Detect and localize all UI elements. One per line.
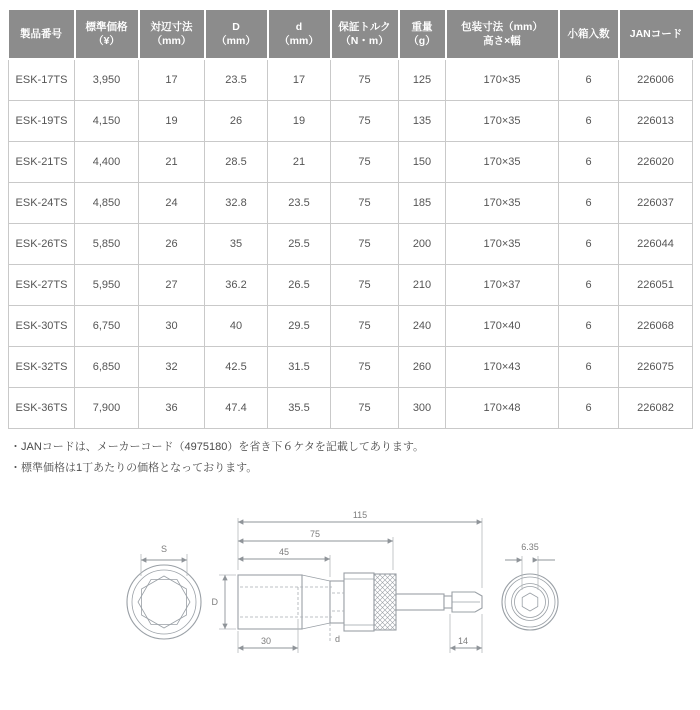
table-cell: 226044 (619, 224, 693, 265)
col-header-torque: 保証トルク （N・m） (331, 10, 399, 59)
table-cell: 170×35 (446, 183, 559, 224)
table-cell: 17 (268, 59, 331, 101)
table-cell: 75 (331, 183, 399, 224)
table-cell: 226051 (619, 265, 693, 306)
table-cell: 32.8 (205, 183, 268, 224)
table-cell: 185 (399, 183, 446, 224)
table-cell: 6 (559, 183, 619, 224)
table-cell: 6,750 (75, 306, 139, 347)
col-header-box-qty: 小箱入数 (559, 10, 619, 59)
table-cell: 170×37 (446, 265, 559, 306)
table-cell: 6 (559, 224, 619, 265)
table-cell: 21 (268, 142, 331, 183)
table-cell: 24 (139, 183, 205, 224)
table-cell: 170×35 (446, 101, 559, 142)
table-cell: 6 (559, 59, 619, 101)
table-cell: ESK-17TS (9, 59, 75, 101)
footnote-price: ・標準価格は1丁あたりの価格となっております。 (10, 461, 258, 474)
table-cell: ESK-30TS (9, 306, 75, 347)
table-cell: 4,400 (75, 142, 139, 183)
table-cell: 170×35 (446, 224, 559, 265)
table-cell: 226068 (619, 306, 693, 347)
table-cell: 170×43 (446, 347, 559, 388)
dim-label-D: D (211, 597, 218, 607)
table-cell: 5,850 (75, 224, 139, 265)
table-cell: 36.2 (205, 265, 268, 306)
table-cell: 75 (331, 142, 399, 183)
col-header-product-no: 製品番号 (9, 10, 75, 59)
table-cell: ESK-21TS (9, 142, 75, 183)
table-cell: 150 (399, 142, 446, 183)
footnote-jan: ・JANコードは、メーカーコード（4975180）を省き下６ケタを記載してあります。 (10, 441, 424, 453)
table-cell: 35.5 (268, 388, 331, 429)
dim-label-45: 45 (278, 547, 290, 557)
table-cell: 210 (399, 265, 446, 306)
table-cell: 4,150 (75, 101, 139, 142)
table-cell: 19 (268, 101, 331, 142)
table-cell: 27 (139, 265, 205, 306)
table-cell: 75 (331, 306, 399, 347)
table-cell: 75 (331, 224, 399, 265)
table-cell: ESK-32TS (9, 347, 75, 388)
table-cell: 170×48 (446, 388, 559, 429)
table-cell: 170×35 (446, 142, 559, 183)
table-row (9, 183, 693, 224)
table-cell: 125 (399, 59, 446, 101)
table-cell: 300 (399, 388, 446, 429)
dim-label-hex: 6.35 (521, 542, 539, 552)
table-cell: 6 (559, 265, 619, 306)
dimension-drawing (0, 490, 700, 702)
col-header-package-size: 包装寸法（mm） 高さ×幅 (446, 10, 559, 59)
table-cell: 47.4 (205, 388, 268, 429)
table-cell: ESK-24TS (9, 183, 75, 224)
table-row (9, 306, 693, 347)
table-cell: ESK-26TS (9, 224, 75, 265)
table-header (9, 10, 693, 59)
table-cell: 36 (139, 388, 205, 429)
table-cell: 25.5 (268, 224, 331, 265)
table-cell: 226013 (619, 101, 693, 142)
table-cell: 19 (139, 101, 205, 142)
table-cell: 6,850 (75, 347, 139, 388)
dim-label-75: 75 (309, 529, 321, 539)
table-cell: 26.5 (268, 265, 331, 306)
table-row (9, 224, 693, 265)
dim-label-total-length: 115 (352, 510, 368, 520)
dim-label-14: 14 (457, 636, 469, 646)
table-cell: 75 (331, 101, 399, 142)
front-view-socket (127, 544, 201, 639)
col-header-d: d （mm） (268, 10, 331, 59)
table-cell: 170×35 (446, 59, 559, 101)
table-row (9, 347, 693, 388)
table-cell: 42.5 (205, 347, 268, 388)
table-cell: 6 (559, 388, 619, 429)
table-cell: 226037 (619, 183, 693, 224)
table-cell: 75 (331, 388, 399, 429)
col-header-D: D （mm） (205, 10, 268, 59)
end-view-shank (502, 542, 558, 630)
table-cell: 26 (205, 101, 268, 142)
table-cell: 32 (139, 347, 205, 388)
footnotes (10, 439, 700, 476)
header-row (9, 10, 693, 59)
table-cell: 226020 (619, 142, 693, 183)
table-cell: 226082 (619, 388, 693, 429)
table-cell: 135 (399, 101, 446, 142)
table-cell: 200 (399, 224, 446, 265)
table-cell: 23.5 (268, 183, 331, 224)
table-cell: 6 (559, 347, 619, 388)
table-cell: ESK-36TS (9, 388, 75, 429)
table-cell: 21 (139, 142, 205, 183)
table-row (9, 101, 693, 142)
table-cell: 35 (205, 224, 268, 265)
table-cell: 240 (399, 306, 446, 347)
table-cell: 3,950 (75, 59, 139, 101)
table-cell: 29.5 (268, 306, 331, 347)
table-cell: 31.5 (268, 347, 331, 388)
table-cell: 226006 (619, 59, 693, 101)
table-cell: ESK-27TS (9, 265, 75, 306)
table-cell: 6 (559, 306, 619, 347)
table-cell: ESK-19TS (9, 101, 75, 142)
table-cell: 4,850 (75, 183, 139, 224)
table-cell: 75 (331, 59, 399, 101)
col-header-price: 標準価格 （¥） (75, 10, 139, 59)
col-header-jan-code: JANコード (619, 10, 693, 59)
table-cell: 23.5 (205, 59, 268, 101)
table-row (9, 59, 693, 101)
col-header-width-across-flats: 対辺寸法 （mm） (139, 10, 205, 59)
table-cell: 28.5 (205, 142, 268, 183)
table-cell: 170×40 (446, 306, 559, 347)
table-cell: 40 (205, 306, 268, 347)
table-cell: 17 (139, 59, 205, 101)
table-cell: 75 (331, 265, 399, 306)
table-row (9, 388, 693, 429)
table-body (9, 59, 693, 429)
table-cell: 226075 (619, 347, 693, 388)
table-row (9, 265, 693, 306)
table-cell: 75 (331, 347, 399, 388)
table-cell: 6 (559, 101, 619, 142)
dim-label-s: S (160, 544, 168, 554)
side-view-socket (212, 510, 483, 653)
table-row (9, 142, 693, 183)
col-header-weight: 重量 （g） (399, 10, 446, 59)
product-spec-table (8, 10, 693, 429)
table-cell: 6 (559, 142, 619, 183)
table-cell: 26 (139, 224, 205, 265)
dim-label-d: d (335, 634, 341, 644)
table-cell: 260 (399, 347, 446, 388)
table-cell: 5,950 (75, 265, 139, 306)
dim-label-30: 30 (260, 636, 272, 646)
table-cell: 7,900 (75, 388, 139, 429)
table-cell: 30 (139, 306, 205, 347)
